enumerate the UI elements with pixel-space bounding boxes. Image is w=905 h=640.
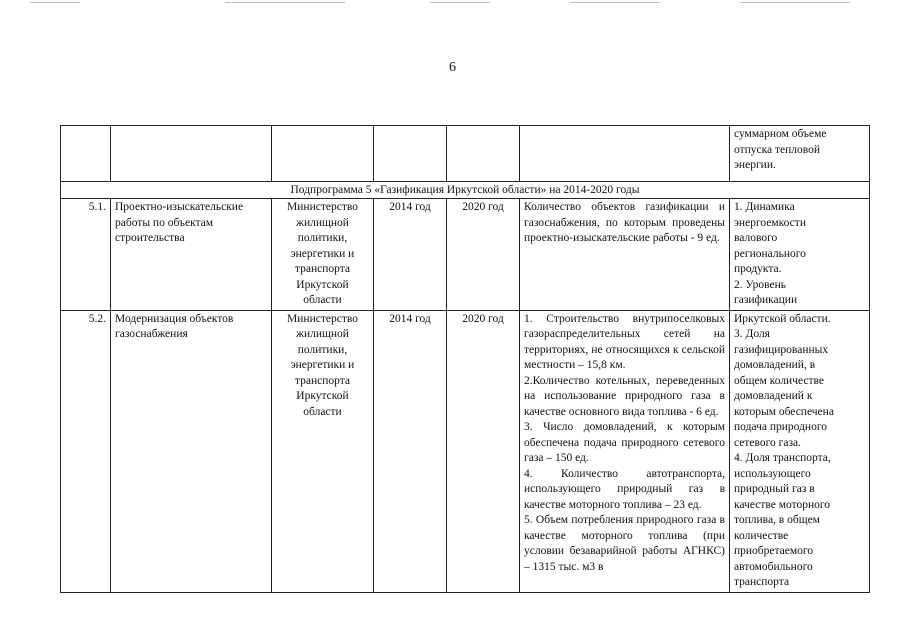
section-title: Подпрограмма 5 «Газификация Иркутской области» на 2014-2020 годы <box>61 182 870 199</box>
top-rule-5 <box>740 2 850 3</box>
end-year: 2020 год <box>447 199 520 311</box>
top-rule-3 <box>430 2 490 3</box>
expected-results <box>520 310 730 592</box>
result-item: 4. Количество автотранспорта, использующего природный газ в качестве моторного топлива – 23 ед. <box>524 467 725 511</box>
executor: Министерство жилищной политики, энергетики и транспорта Иркутской области <box>272 310 374 592</box>
carryover-num-cell <box>61 126 111 182</box>
table-row <box>61 310 870 592</box>
result-item: Количество объектов газификации и газоснабжения, по которым проведены проектно-изыскательские работы - 9 ед. <box>524 201 725 244</box>
top-rule-1 <box>30 2 80 3</box>
section-row <box>61 182 870 199</box>
carryover-start-cell <box>374 126 447 182</box>
activity-name: Модернизация объектов газоснабжения <box>111 310 272 592</box>
end-year: 2020 год <box>447 310 520 592</box>
carryover-results-cell <box>520 126 730 182</box>
expected-results <box>520 199 730 311</box>
result-item: 3. Число домовладений, к которым обеспечена подача природного сетевого газа – 150 ед. <box>524 421 725 464</box>
table-row <box>61 199 870 311</box>
row-number: 5.2. <box>61 310 111 592</box>
result-item: 1. Строительство внутрипоселковых газораспределительных сетей на территориях, не относящихся к сельской местности – 15,8 км. <box>524 312 725 371</box>
row-number: 5.1. <box>61 199 111 311</box>
executor: Министерство жилищной политики, энергетики и транспорта Иркутской области <box>272 199 374 311</box>
carryover-row <box>61 126 870 182</box>
carryover-executor-cell <box>272 126 374 182</box>
page-number: 6 <box>449 60 456 75</box>
top-rule-4 <box>570 2 660 3</box>
result-item: 5. Объем потребления природного газа в качестве моторного топлива (при условии безаварийной работы АГНКС) – 1315 тыс. м3 в <box>524 514 725 573</box>
indicators: 1. Динамика энергоемкости валового регионального продукта. 2. Уровень газификации <box>730 199 870 311</box>
carryover-indicator-cell: суммарном объеме отпуска тепловой энергии. <box>730 126 870 182</box>
activity-name: Проектно-изыскательские работы по объектам строительства <box>111 199 272 311</box>
program-table <box>60 125 870 593</box>
top-rule-2 <box>225 2 345 3</box>
result-item: 2.Количество котельных, переведенных на использование природного газа в качестве основного вида топлива - 6 ед. <box>524 374 725 418</box>
carryover-end-cell <box>447 126 520 182</box>
indicators: Иркутской области. 3. Доля газифицированных домовладений, в общем количестве домовладений к которым обеспечена подача природного сетевого газа. 4. Доля транспорта, использующего природный газ в качестве моторного топлива, в общем количестве приобретаемого автомобильного транспорта <box>730 310 870 592</box>
start-year: 2014 год <box>374 199 447 311</box>
start-year: 2014 год <box>374 310 447 592</box>
carryover-name-cell <box>111 126 272 182</box>
